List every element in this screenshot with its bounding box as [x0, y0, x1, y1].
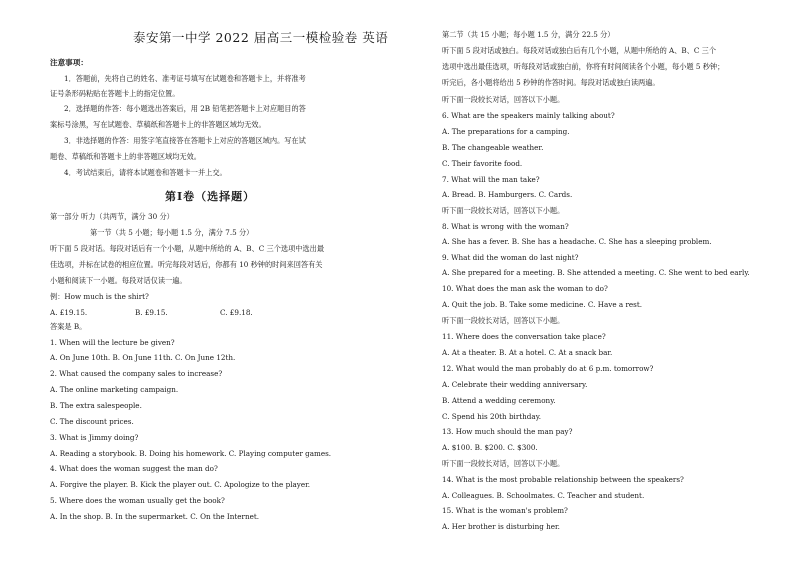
question-line: 15. What is the woman's problem? [442, 506, 568, 515]
note-line: 案标号涂黑，写在试题卷、草稿纸和答题卡上的非答题区域均无效。 [50, 120, 266, 129]
question-line: A. At a theater. B. At a hotel. C. At a snack bar. [442, 348, 613, 357]
notes-heading: 注意事项： [50, 58, 88, 67]
question-line: A. Her brother is disturbing her. [442, 522, 560, 531]
question-line: 2. What caused the company sales to increase? [50, 369, 223, 378]
question-line: 听下面一段较长对话，回答以下小题。 [442, 316, 565, 325]
question-line: A. She prepared for a meeting. B. She attended a meeting. C. She went to bed early. [442, 268, 750, 277]
part-heading: 第一部分 听力（共两节，满分 30 分） [50, 212, 174, 221]
question-line: A. The preparations for a camping. [442, 127, 570, 136]
instruction-line: 小题和阅读下一小题。每段对话仅读一遍。 [50, 276, 187, 285]
question-line: 10. What does the man ask the woman to do? [442, 284, 608, 293]
instruction-line: 听下面 5 段对话或独白。每段对话或独白后有几个小题，从题中所给的 A、B、C 三个 [442, 46, 717, 55]
question-line: A. Bread. B. Hamburgers. C. Cards. [442, 190, 573, 199]
question-line: 听下面一段较长对话，回答以下小题。 [442, 206, 565, 215]
question-line: 14. What is the most probable relationship between the speakers? [442, 475, 684, 484]
note-line: 题卷、草稿纸和答题卡上的非答题区域均无效。 [50, 152, 201, 161]
question-line: B. The changeable weather. [442, 143, 544, 152]
question-line: A. Celebrate their wedding anniversary. [442, 380, 588, 389]
section-title: 第Ⅰ卷（选择题） [165, 190, 256, 203]
section2-heading: 第二节（共 15 小题；每小题 1.5 分，满分 22.5 分） [442, 30, 615, 39]
question-line: 13. How much should the man pay? [442, 427, 573, 436]
question-line: 7. What will the man take? [442, 175, 540, 184]
example-option: C. £9.18. [220, 308, 253, 317]
note-line: 1．答题前，先将自己的姓名、准考证号填写在试题卷和答题卡上，并将准考 [64, 74, 306, 83]
question-line: A. The online marketing campaign. [50, 385, 179, 394]
question-line: A. $100. B. $200. C. $300. [442, 443, 538, 452]
question-line: 9. What did the woman do last night? [442, 253, 579, 262]
question-line: A. On June 10th. B. On June 11th. C. On June 12th. [50, 353, 236, 362]
note-line: 4．考试结束后，请将本试题卷和答题卡一并上交。 [64, 168, 227, 177]
question-line: 3. What is Jimmy doing? [50, 433, 139, 442]
note-line: 证号条形码粘贴在答题卡上的指定位置。 [50, 89, 180, 98]
question-line: B. The extra salespeople. [50, 401, 142, 410]
question-line: 4. What does the woman suggest the man do? [50, 464, 218, 473]
question-line: A. Quit the job. B. Take some medicine. C. Have a rest. [442, 300, 642, 309]
question-line: C. Spend his 20th birthday. [442, 412, 542, 421]
question-line: 1. When will the lecture be given? [50, 338, 175, 347]
question-line: 5. Where does the woman usually get the book? [50, 496, 225, 505]
question-line: 6. What are the speakers mainly talking about? [442, 111, 615, 120]
question-line: C. Their favorite food. [442, 159, 523, 168]
question-line: A. Reading a storybook. B. Doing his homework. C. Playing computer games. [50, 449, 332, 458]
example-option: A. £19.15. [50, 308, 88, 317]
instruction-line: 选项中选出最佳选项，听每段对话或独白前，你将有时间阅读各个小题，每小题 5 秒钟； [442, 62, 725, 71]
note-line: 3．非选择题的作答：用签字笔直接答在答题卡上对应的答题区域内。写在试 [64, 136, 306, 145]
question-line: B. Attend a wedding ceremony. [442, 396, 556, 405]
example-question: 例：How much is the shirt? [50, 292, 149, 301]
section1-heading: 第一节（共 5 小题；每小题 1.5 分，满分 7.5 分） [90, 228, 254, 237]
question-line: 12. What would the man probably do at 6 p.m. tomorrow? [442, 364, 654, 373]
instruction-line: 听完后，各小题将给出 5 秒钟的作答时间。每段对话或独白读两遍。 [442, 78, 660, 87]
instruction-line: 佳选项，并标在试卷的相应位置。听完每段对话后，你都有 10 秒钟的时间来回答有关 [50, 260, 323, 269]
question-line: 听下面一段较长对话，回答以下小题。 [442, 95, 565, 104]
instruction-line: 听下面 5 段对话。每段对话后有一个小题，从题中所给的 A、B、C 三个选项中选出最 [50, 244, 325, 253]
question-line: 听下面一段较长对话，回答以下小题。 [442, 459, 565, 468]
question-line: A. Forgive the player. B. Kick the player out. C. Apologize to the player. [50, 480, 311, 489]
question-line: C. The discount prices. [50, 417, 134, 426]
question-line: A. In the shop. B. In the supermarket. C. On the Internet. [50, 512, 260, 521]
question-line: A. She has a fever. B. She has a headache. C. She has a sleeping problem. [442, 237, 712, 246]
example-option: B. £9.15. [135, 308, 168, 317]
exam-title: 泰安第一中学 2022 届高三一模检验卷 英语 [133, 30, 389, 45]
note-line: 2．选择题的作答：每小题选出答案后，用 2B 铅笔把答题卡上对应题目的答 [64, 104, 306, 113]
question-line: 8. What is wrong with the woman? [442, 222, 569, 231]
question-line: 11. Where does the conversation take place? [442, 332, 606, 341]
question-line: A. Colleagues. B. Schoolmates. C. Teacher and student. [442, 491, 645, 500]
example-answer: 答案是 B。 [50, 322, 87, 331]
